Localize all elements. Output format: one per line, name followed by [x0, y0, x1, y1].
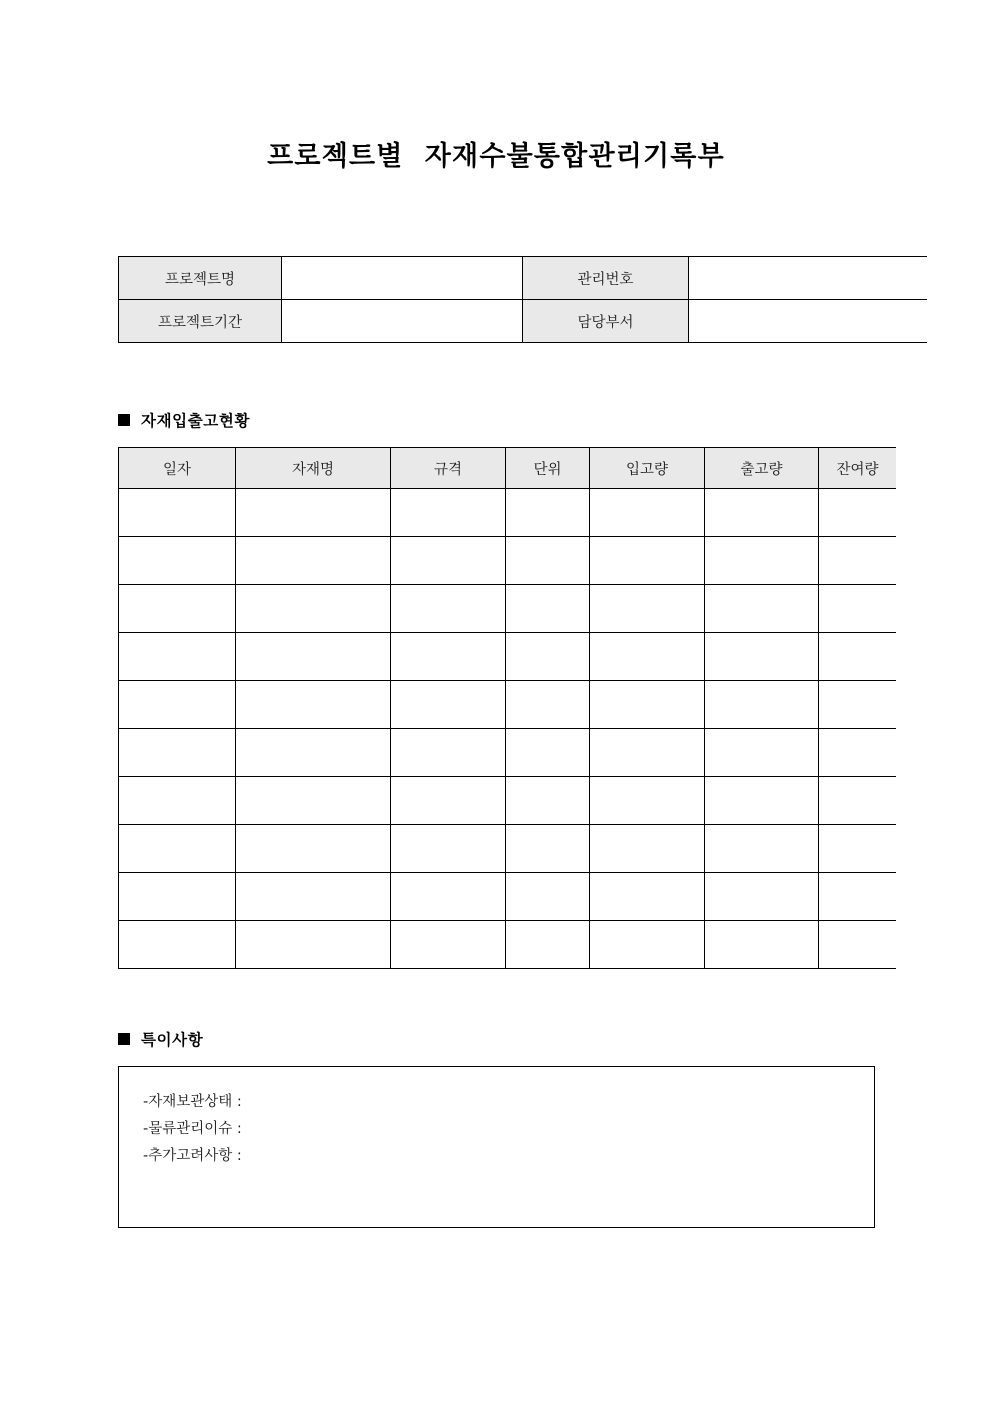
- square-bullet-icon: [118, 414, 130, 426]
- cell-unit[interactable]: [506, 729, 590, 777]
- cell-remaining-qty[interactable]: [819, 825, 897, 873]
- cell-date[interactable]: [119, 921, 236, 969]
- table-row: [119, 921, 897, 969]
- note-line-storage-condition: -자재보관상태 :: [143, 1094, 242, 1110]
- section-heading-notes: [118, 1028, 203, 1050]
- cell-date[interactable]: [119, 585, 236, 633]
- cell-date[interactable]: [119, 681, 236, 729]
- cell-outbound-qty[interactable]: [705, 537, 819, 585]
- cell-spec[interactable]: [391, 489, 506, 537]
- table-row: [119, 489, 897, 537]
- cell-inbound-qty[interactable]: [590, 729, 705, 777]
- cell-spec[interactable]: [391, 777, 506, 825]
- cell-material-name[interactable]: [236, 633, 391, 681]
- page-title: 프로젝트별 자재수불통합관리기록부: [267, 141, 725, 172]
- table-row: [119, 729, 897, 777]
- cell-inbound-qty[interactable]: [590, 681, 705, 729]
- cell-material-name[interactable]: [236, 825, 391, 873]
- materials-table-body: [119, 489, 897, 969]
- column-header-date: 일자: [119, 448, 236, 489]
- cell-unit[interactable]: [506, 777, 590, 825]
- cell-remaining-qty[interactable]: [819, 873, 897, 921]
- cell-remaining-qty[interactable]: [819, 489, 897, 537]
- info-value-project-name[interactable]: [282, 257, 523, 300]
- cell-material-name[interactable]: [236, 729, 391, 777]
- cell-inbound-qty[interactable]: [590, 777, 705, 825]
- section-heading-materials: [118, 409, 250, 431]
- cell-unit[interactable]: [506, 633, 590, 681]
- cell-outbound-qty[interactable]: [705, 921, 819, 969]
- column-header-spec: 규격: [391, 448, 506, 489]
- cell-inbound-qty[interactable]: [590, 489, 705, 537]
- cell-unit[interactable]: [506, 825, 590, 873]
- cell-date[interactable]: [119, 729, 236, 777]
- info-value-control-number[interactable]: [689, 257, 928, 300]
- cell-outbound-qty[interactable]: [705, 681, 819, 729]
- cell-material-name[interactable]: [236, 681, 391, 729]
- table-row: [119, 873, 897, 921]
- cell-remaining-qty[interactable]: [819, 729, 897, 777]
- cell-inbound-qty[interactable]: [590, 537, 705, 585]
- table-row: [119, 257, 928, 300]
- cell-inbound-qty[interactable]: [590, 585, 705, 633]
- cell-spec[interactable]: [391, 825, 506, 873]
- note-line-logistics-issue: -물류관리이슈 :: [143, 1121, 242, 1137]
- cell-spec[interactable]: [391, 729, 506, 777]
- cell-material-name[interactable]: [236, 489, 391, 537]
- column-header-outbound-qty: 출고량: [705, 448, 819, 489]
- cell-remaining-qty[interactable]: [819, 921, 897, 969]
- cell-date[interactable]: [119, 633, 236, 681]
- cell-spec[interactable]: [391, 633, 506, 681]
- table-row: [119, 585, 897, 633]
- column-header-unit: 단위: [506, 448, 590, 489]
- cell-remaining-qty[interactable]: [819, 633, 897, 681]
- cell-unit[interactable]: [506, 921, 590, 969]
- cell-unit[interactable]: [506, 681, 590, 729]
- cell-inbound-qty[interactable]: [590, 873, 705, 921]
- column-header-remaining-qty: 잔여량: [819, 448, 897, 489]
- info-label-department: 담당부서: [523, 300, 689, 343]
- cell-outbound-qty[interactable]: [705, 777, 819, 825]
- cell-unit[interactable]: [506, 537, 590, 585]
- cell-material-name[interactable]: [236, 777, 391, 825]
- cell-date[interactable]: [119, 537, 236, 585]
- square-bullet-icon: [118, 1033, 130, 1045]
- cell-date[interactable]: [119, 777, 236, 825]
- table-row: [119, 300, 928, 343]
- cell-remaining-qty[interactable]: [819, 537, 897, 585]
- table-row: [119, 537, 897, 585]
- notes-box[interactable]: [118, 1066, 875, 1228]
- cell-outbound-qty[interactable]: [705, 633, 819, 681]
- info-label-project-period: 프로젝트기간: [119, 300, 282, 343]
- cell-spec[interactable]: [391, 873, 506, 921]
- materials-inout-table: [118, 447, 896, 969]
- table-row: [119, 825, 897, 873]
- cell-material-name[interactable]: [236, 873, 391, 921]
- info-value-department[interactable]: [689, 300, 928, 343]
- cell-outbound-qty[interactable]: [705, 729, 819, 777]
- table-header-row: [119, 448, 897, 489]
- note-line-additional-considerations: -추가고려사항 :: [143, 1148, 242, 1164]
- info-label-control-number: 관리번호: [523, 257, 689, 300]
- cell-spec[interactable]: [391, 537, 506, 585]
- cell-material-name[interactable]: [236, 921, 391, 969]
- cell-spec[interactable]: [391, 585, 506, 633]
- cell-inbound-qty[interactable]: [590, 921, 705, 969]
- cell-unit[interactable]: [506, 489, 590, 537]
- info-label-project-name: 프로젝트명: [119, 257, 282, 300]
- cell-inbound-qty[interactable]: [590, 825, 705, 873]
- cell-outbound-qty[interactable]: [705, 585, 819, 633]
- cell-date[interactable]: [119, 873, 236, 921]
- table-row: [119, 633, 897, 681]
- cell-spec[interactable]: [391, 681, 506, 729]
- column-header-inbound-qty: 입고량: [590, 448, 705, 489]
- cell-spec[interactable]: [391, 921, 506, 969]
- info-value-project-period[interactable]: [282, 300, 523, 343]
- section-heading-notes-label: 특이사항: [141, 1031, 204, 1049]
- cell-material-name[interactable]: [236, 537, 391, 585]
- cell-inbound-qty[interactable]: [590, 633, 705, 681]
- cell-outbound-qty[interactable]: [705, 873, 819, 921]
- cell-date[interactable]: [119, 489, 236, 537]
- project-info-table: [118, 256, 927, 343]
- cell-unit[interactable]: [506, 585, 590, 633]
- table-row: [119, 681, 897, 729]
- cell-unit[interactable]: [506, 873, 590, 921]
- cell-remaining-qty[interactable]: [819, 585, 897, 633]
- table-row: [119, 777, 897, 825]
- cell-remaining-qty[interactable]: [819, 777, 897, 825]
- cell-material-name[interactable]: [236, 585, 391, 633]
- cell-remaining-qty[interactable]: [819, 681, 897, 729]
- cell-outbound-qty[interactable]: [705, 825, 819, 873]
- cell-outbound-qty[interactable]: [705, 489, 819, 537]
- cell-date[interactable]: [119, 825, 236, 873]
- section-heading-materials-label: 자재입출고현황: [141, 412, 251, 430]
- column-header-material-name: 자재명: [236, 448, 391, 489]
